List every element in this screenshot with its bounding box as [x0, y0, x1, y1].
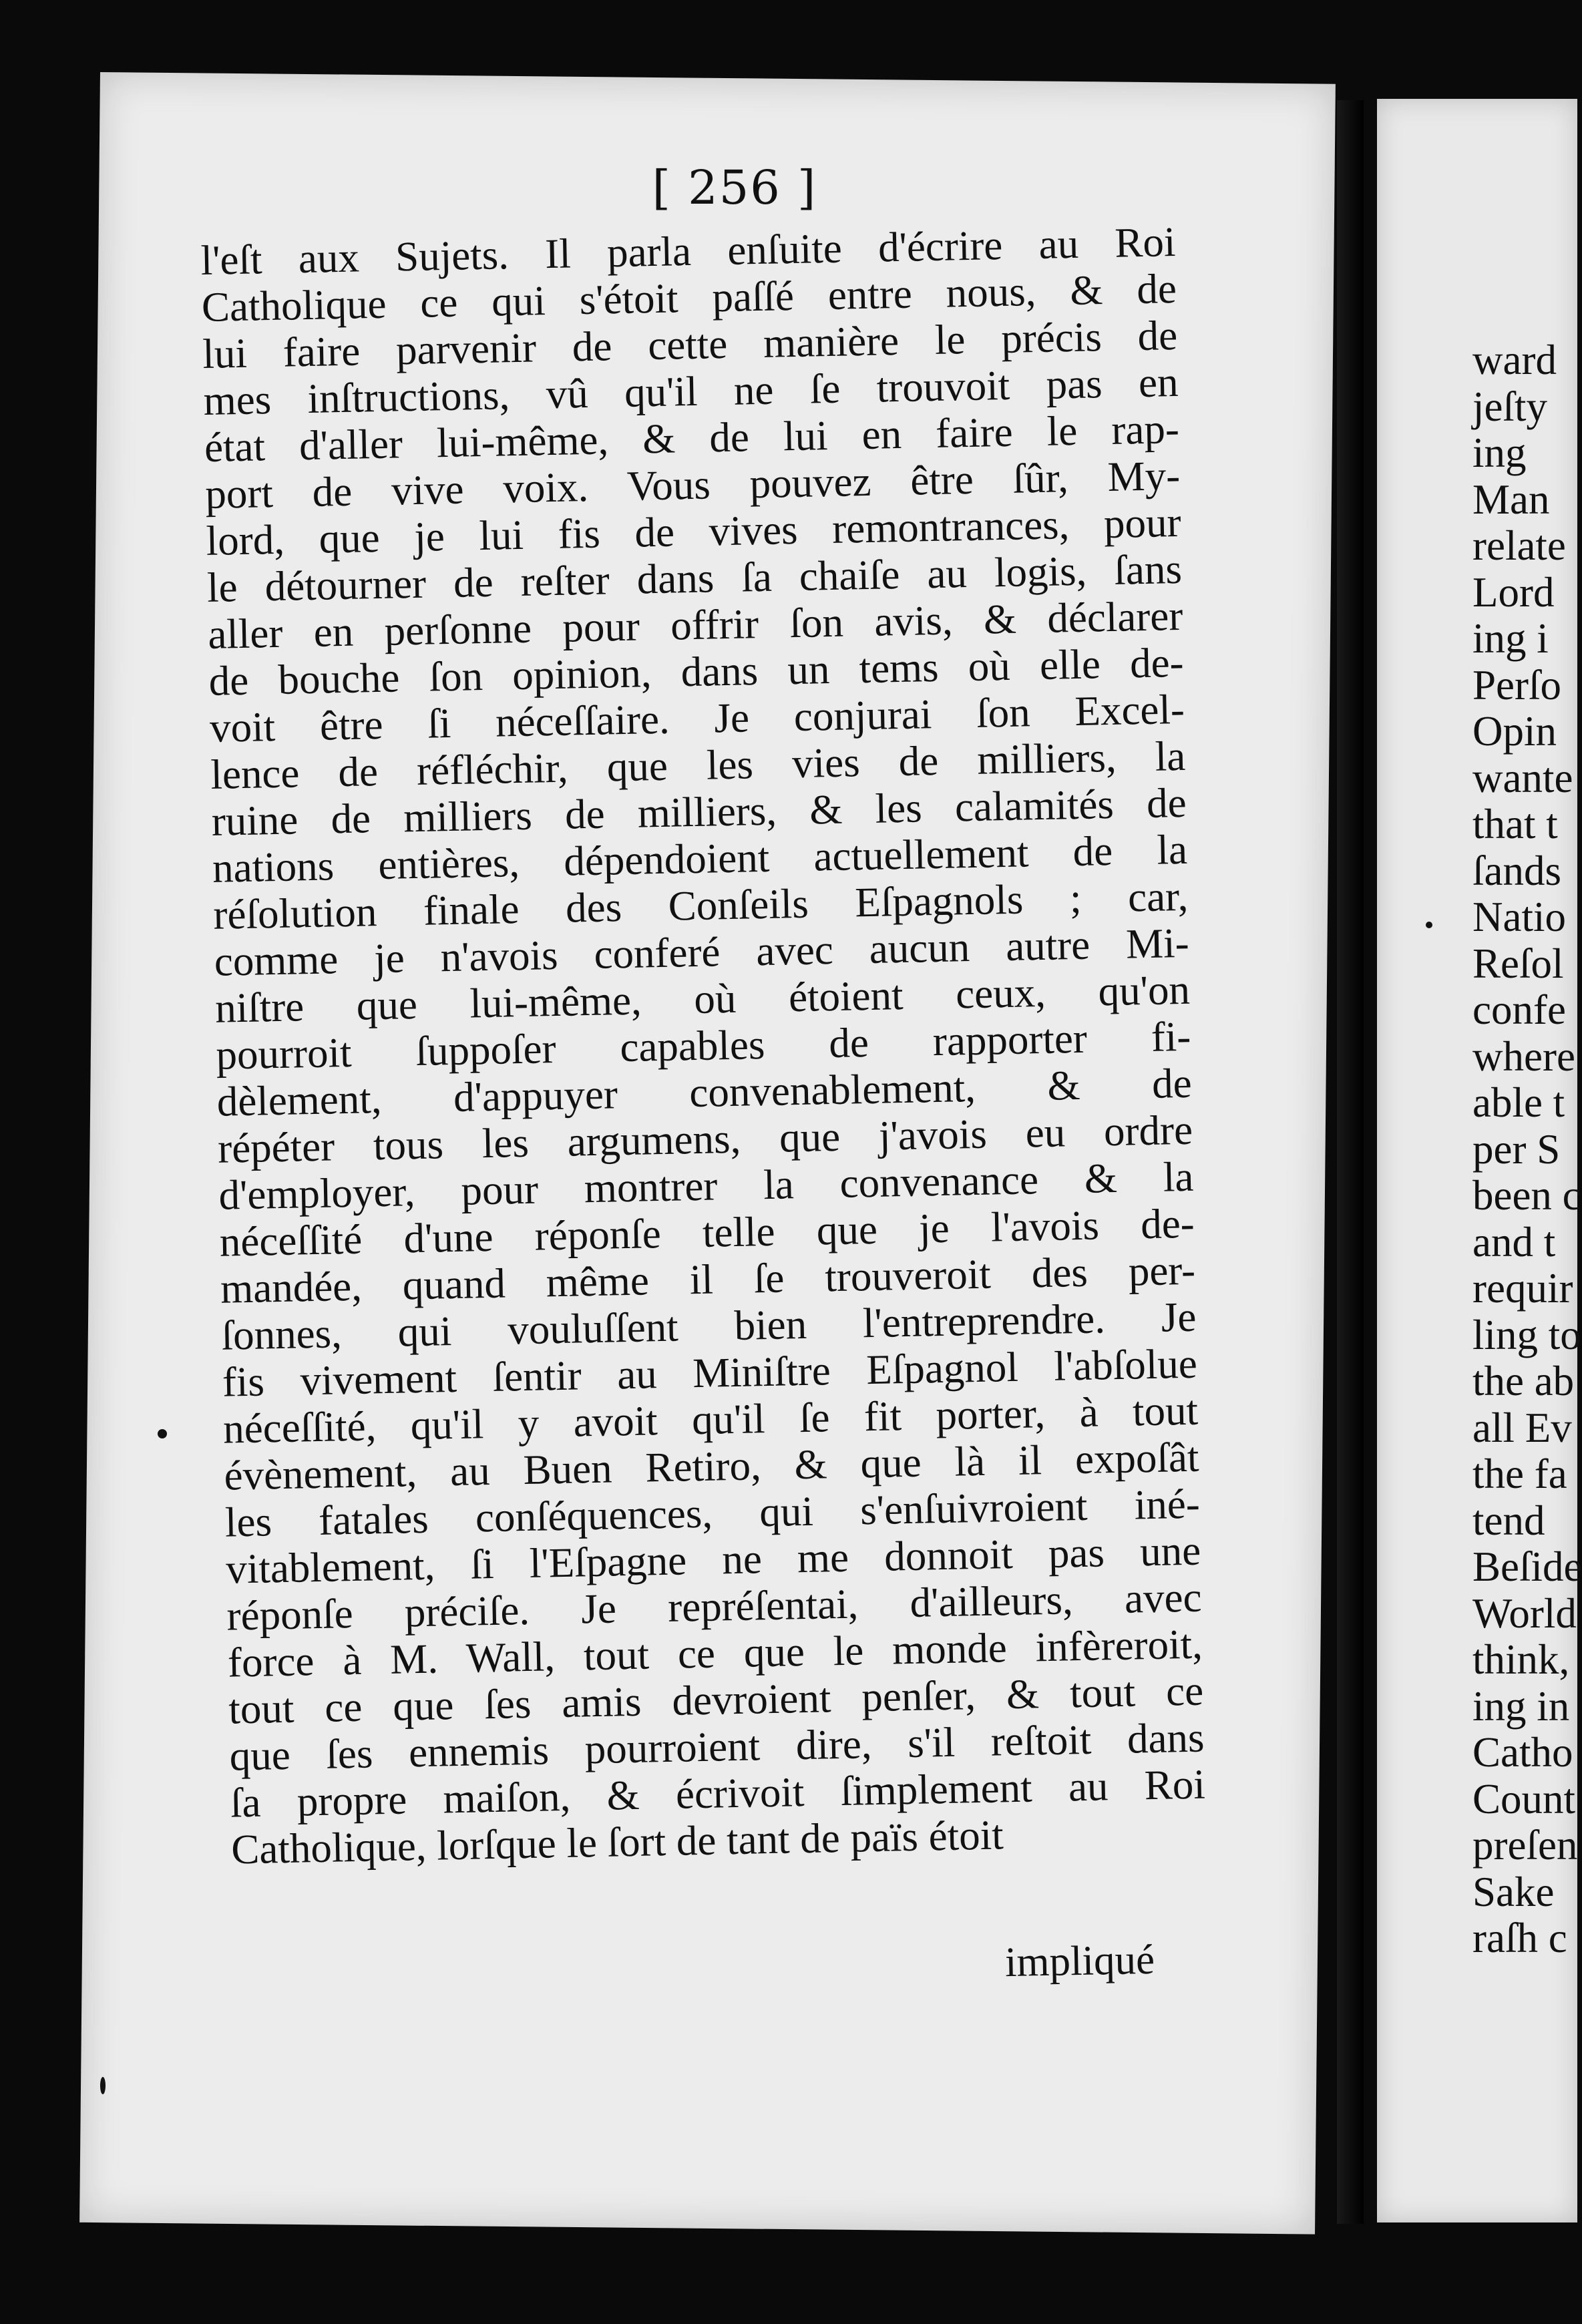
facing-text-line: relate — [1472, 522, 1566, 569]
facing-text-line: think, — [1472, 1636, 1570, 1683]
body-text — [200, 218, 1207, 1873]
text-line: le détourner de reſter dans ſa chaiſe au logis, ſans — [206, 545, 1183, 611]
page-number: [ 256 ] — [652, 160, 817, 215]
facing-text-line: ing i — [1472, 615, 1549, 662]
text-line: voit être ſi néceſſaire. Je conjurai ſon Excel- — [209, 685, 1185, 751]
text-line: fis vivement ſentir au Miniſtre Eſpagnol l'abſolue — [222, 1340, 1198, 1406]
text-line: lord, que je lui fis de vives remontrances, pour — [206, 498, 1182, 564]
text-line: néceſſité, qu'il y avoit qu'il ſe fit porter, à tout — [222, 1386, 1199, 1452]
facing-text-line: preſen — [1472, 1822, 1578, 1869]
facing-text-line: raſh c — [1472, 1915, 1567, 1961]
text-line: néceſſité d'une réponſe telle que je l'avois de- — [219, 1199, 1195, 1266]
text-line: ſa propre maiſon, & écrivoit ſimplement au Roi — [230, 1760, 1206, 1826]
text-line: les fatales conſéquences, qui s'enſuivroient iné- — [224, 1480, 1201, 1546]
facing-page-text — [1472, 337, 1582, 1962]
text-line: pourroit ſuppoſer capables de rapporter fi- — [215, 1012, 1191, 1079]
text-line: dèlement, d'appuyer convenablement, & de — [216, 1059, 1193, 1125]
facing-text-line: the ab — [1472, 1358, 1575, 1404]
text-line: état d'aller lui-même, & de lui en faire le rap- — [204, 405, 1180, 471]
facing-text-line: tend — [1472, 1497, 1545, 1544]
facing-text-line: Opin — [1472, 708, 1557, 755]
text-line: niſtre que lui-même, où étoient ceux, qu'on — [214, 966, 1191, 1032]
text-line: force à M. Wall, tout ce que le monde infèreroit, — [227, 1620, 1203, 1686]
facing-text-line: Count — [1472, 1775, 1576, 1822]
text-line: ruine de milliers de milliers, & les calamités de — [211, 779, 1187, 845]
text-line: vitablement, ſi l'Eſpagne ne me donnoit pas une — [225, 1527, 1201, 1593]
book-gutter — [1337, 100, 1364, 2224]
facing-text-line: Beſide — [1472, 1543, 1582, 1590]
text-line: Catholique ce qui s'étoit paſſé entre nous, & de — [201, 264, 1177, 331]
facing-text-line: Sake — [1472, 1868, 1555, 1915]
facing-text-line: able t — [1472, 1079, 1565, 1126]
text-line: mandée, quand même il ſe trouveroit des per- — [220, 1246, 1196, 1312]
text-line: mes inſtructions, vû qu'il ne ſe trouvoit pas en — [203, 358, 1179, 424]
facing-text-line: Perſo — [1472, 661, 1561, 709]
text-line: d'employer, pour montrer la convenance & la — [218, 1153, 1194, 1219]
facing-text-line: jeſty — [1472, 383, 1547, 430]
facing-text-line: that t — [1472, 801, 1558, 847]
ink-speck — [1426, 922, 1432, 928]
text-line: lence de réfléchir, que les vies de milliers, la — [210, 732, 1186, 798]
catchword: impliqué — [1004, 1935, 1155, 1986]
facing-text-line: Lord — [1472, 568, 1555, 616]
facing-text-line: Natio — [1472, 894, 1566, 940]
text-line: l'eſt aux Sujets. Il parla enſuite d'écrire au Roi — [200, 218, 1177, 284]
facing-text-line: Reſol — [1472, 940, 1564, 987]
facing-text-line: all Ev — [1472, 1404, 1572, 1451]
text-line: nations entières, dépendoient actuellement de la — [212, 825, 1188, 892]
text-line: réponſe préciſe. Je repréſentai, d'ailleurs, avec — [226, 1573, 1203, 1639]
facing-text-line: Man — [1472, 475, 1550, 523]
text-line: ſonnes, qui vouluſſent bien l'entreprendre. Je — [220, 1293, 1197, 1359]
facing-text-line: ſands — [1472, 847, 1561, 894]
text-line: port de vive voix. Vous pouvez être ſûr, My- — [204, 451, 1181, 518]
facing-text-line: Catho — [1472, 1729, 1573, 1776]
facing-text-line: requir — [1472, 1265, 1573, 1312]
text-line: aller en perſonne pour offrir ſon avis, & déclarer — [207, 592, 1183, 658]
facing-text-line: been c — [1472, 1172, 1581, 1219]
facing-text-line: wante — [1472, 754, 1573, 801]
facing-text-line: ing — [1472, 429, 1527, 476]
facing-text-line: where — [1472, 1032, 1575, 1080]
facing-text-line: the fa — [1472, 1450, 1567, 1497]
text-line: que ſes ennemis pourroient dire, s'il reſtoit dans — [229, 1714, 1205, 1780]
text-line: évènement, au Buen Retiro, & que là il expoſât — [223, 1433, 1200, 1499]
text-line: répéter tous les argumens, que j'avois eu ordre — [217, 1106, 1193, 1172]
facing-text-line: ing in — [1472, 1682, 1570, 1730]
facing-text-line: per S — [1472, 1125, 1561, 1173]
text-line: comme je n'avois conferé avec aucun autre Mi- — [214, 919, 1190, 985]
text-line: réſolution finale des Conſeils Eſpagnols ; car, — [212, 872, 1189, 938]
ink-speck — [158, 1429, 167, 1438]
facing-text-line: and t — [1472, 1218, 1556, 1266]
facing-text-line: confe — [1472, 986, 1566, 1033]
facing-text-line: World — [1472, 1589, 1577, 1637]
facing-text-line: ling to — [1472, 1311, 1581, 1358]
text-line: lui faire parvenir de cette manière le précis de — [202, 311, 1178, 377]
text-line: Catholique, lorſque le ſort de tant de païs étoit — [230, 1811, 1004, 1873]
ink-speck — [100, 2077, 106, 2094]
text-line: de bouche ſon opinion, dans un tems où elle de- — [208, 638, 1185, 705]
facing-text-line: ward — [1472, 337, 1557, 383]
text-line: tout ce que ſes amis devroient penſer, & tout ce — [228, 1667, 1204, 1733]
